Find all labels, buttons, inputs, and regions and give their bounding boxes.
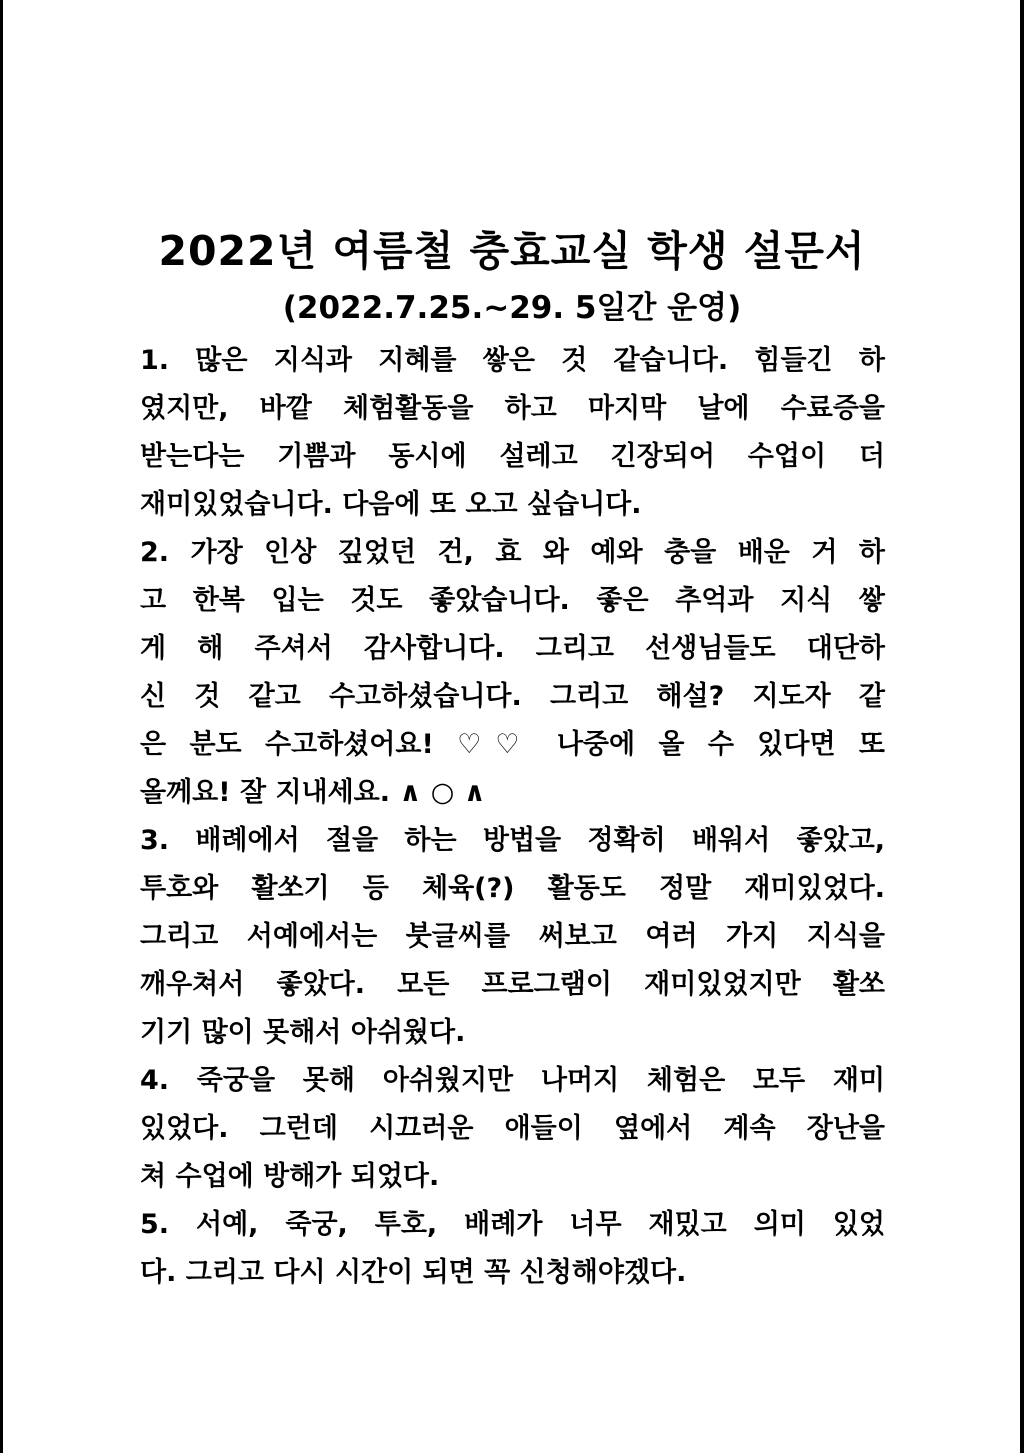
text-line: 받는다는 기쁨과 동시에 설레고 긴장되어 수업이 더: [140, 441, 885, 472]
text-line: 깨우쳐서 좋았다. 모든 프로그램이 재미있었지만 활쏘: [140, 969, 885, 1000]
document-subtitle: (2022.7.25.~29. 5일간 운영): [282, 290, 742, 326]
text-line: 있었다. 그런데 시끄러운 애들이 옆에서 계속 장난을: [140, 1113, 885, 1144]
text-line: 4. 죽궁을 못해 아쉬웠지만 나머지 체험은 모두 재미: [140, 1065, 885, 1096]
text-line: 기기 많이 못해서 아쉬웠다.: [140, 1017, 466, 1048]
survey-responses: [140, 337, 885, 1297]
text-line: 은 분도 수고하셨어요! ♡♡ 나중에 올 수 있다면 또: [140, 729, 885, 760]
text-line: 5. 서예, 죽궁, 투호, 배례가 너무 재밌고 의미 있었: [140, 1209, 885, 1240]
text-line: 1. 많은 지식과 지혜를 쌓은 것 같습니다. 힘들긴 하: [140, 345, 885, 376]
text-line: 게 해 주셔서 감사합니다. 그리고 선생님들도 대단하: [140, 633, 885, 664]
text-line: 쳐 수업에 방해가 되었다.: [140, 1161, 440, 1192]
text-line: 신 것 같고 수고하셨습니다. 그리고 해설? 지도자 같: [140, 681, 885, 712]
text-line: 투호와 활쏘기 등 체육(?) 활동도 정말 재미있었다.: [140, 873, 885, 904]
text-line: 였지만, 바깥 체험활동을 하고 마지막 날에 수료증을: [140, 393, 885, 424]
text-line: 재미있었습니다. 다음에 또 오고 싶습니다.: [140, 489, 642, 520]
text-line: 고 한복 입는 것도 좋았습니다. 좋은 추억과 지식 쌓: [140, 585, 885, 616]
text-line: 그리고 서예에서는 붓글씨를 써보고 여러 가지 지식을: [140, 921, 885, 952]
text-line: 올께요! 잘 지내세요. ∧ ○ ∧: [140, 777, 486, 808]
text-line: 2. 가장 인상 깊었던 건, 효 와 예와 충을 배운 거 하: [140, 537, 885, 568]
document-title: 2022년 여름철 충효교실 학생 설문서: [158, 227, 866, 275]
text-line: 3. 배례에서 절을 하는 방법을 정확히 배워서 좋았고,: [140, 825, 885, 856]
text-line: 다. 그리고 다시 시간이 되면 꼭 신청해야겠다.: [140, 1257, 687, 1288]
